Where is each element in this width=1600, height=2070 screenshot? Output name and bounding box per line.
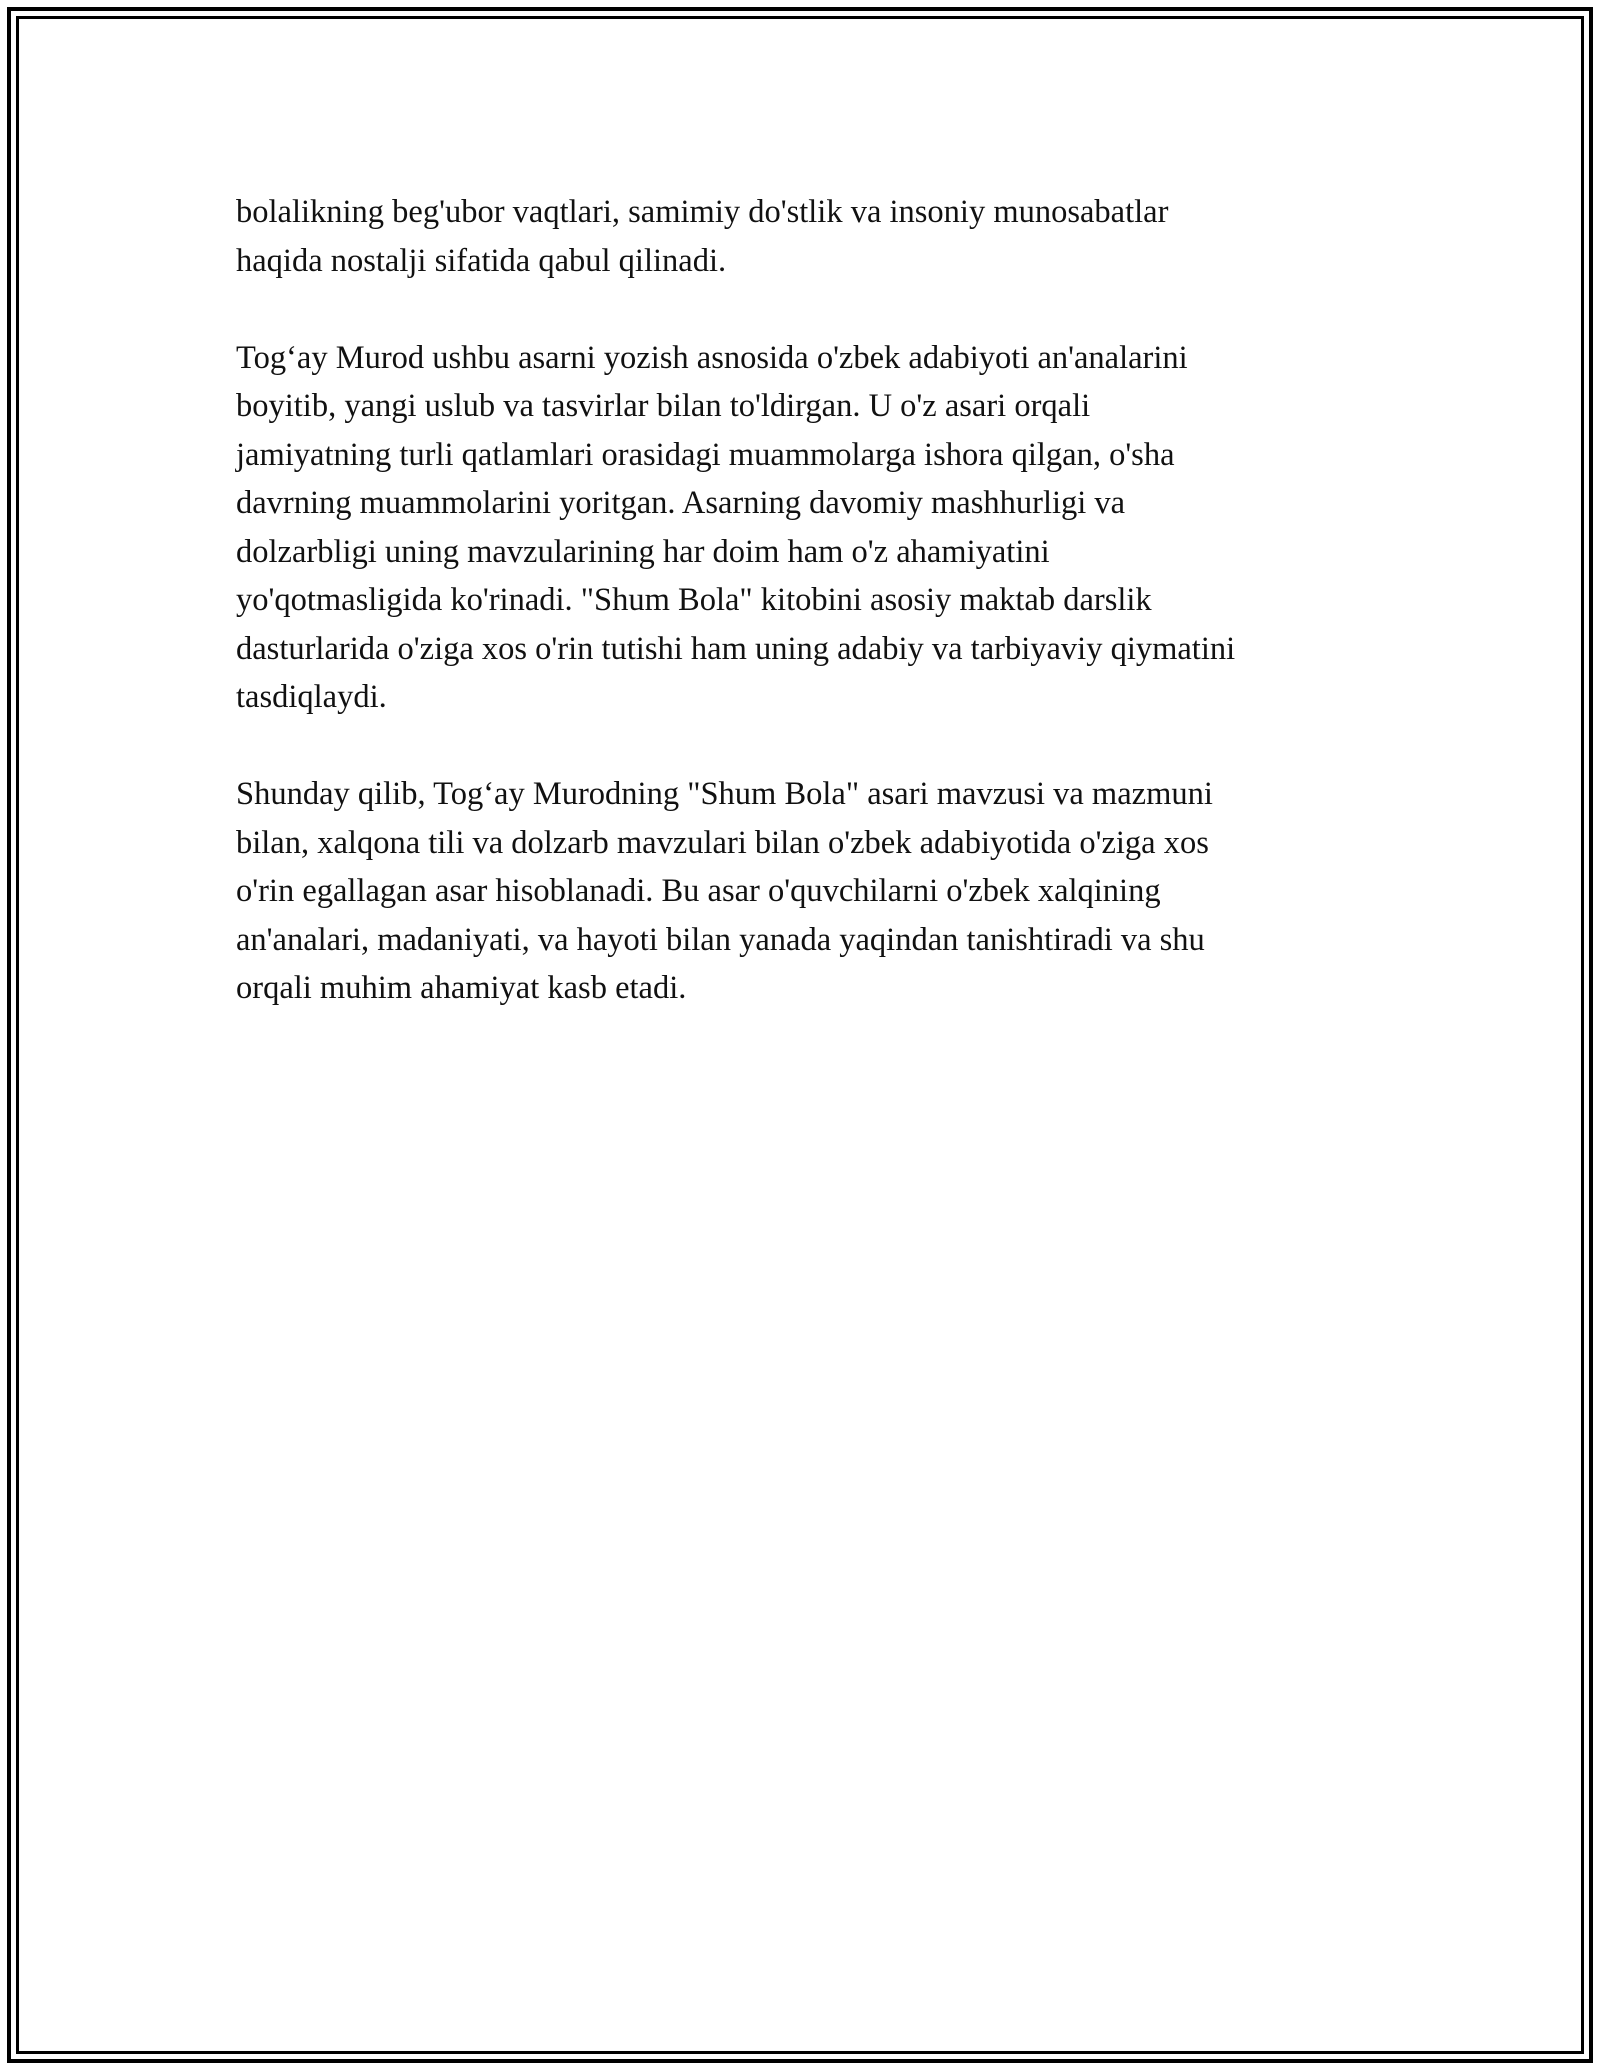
page-body xyxy=(236,188,1386,1061)
paragraph-1: bolalikning beg'ubor vaqtlari, samimiy do'stlik va insoniy munosabatlar haqida nostalji sifatida qabul qilinadi. xyxy=(236,194,1169,279)
paragraph-2: Tog‘ay Murod ushbu asarni yozish asnosida o'zbek adabiyoti an'analarini boyitib, yangi uslub va tasvirlar bilan to'ldirgan. U o'z asari orqali jamiyatning turli qatlamlari orasidagi muammolarga ishora qilgan, o'sha davrning muammolarini yoritgan. Asarning davomiy mashhurligi va dolzarbligi uning mavzularining har doim ham o'z ahamiyatini yo'qotmasligida ko'rinadi. "Shum Bola" kitobini asosiy maktab darslik dasturlarida o'ziga xos o'rin tutishi ham uning adabiy va tarbiyaviy qiymatini tasdiqlaydi. xyxy=(236,339,1236,715)
paragraph-3: Shunday qilib, Tog‘ay Murodning "Shum Bola" asari mavzusi va mazmuni bilan, xalqona tili va dolzarb mavzulari bilan o'zbek adabiyotida o'ziga xos o'rin egallagan asar hisoblanadi. Bu asar o'quvchilarni o'zbek xalqining an'analari, madaniyati, va hayoti bilan yanada yaqindan tanishtiradi va shu orqali muhim ahamiyat kasb etadi. xyxy=(236,776,1213,1006)
